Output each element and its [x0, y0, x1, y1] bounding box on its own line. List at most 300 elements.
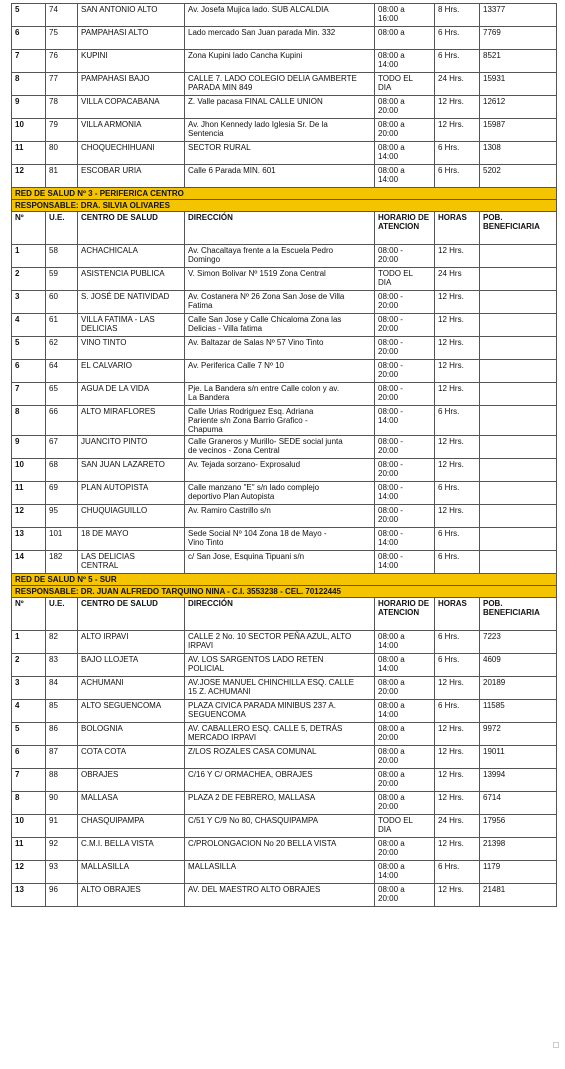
table-row [12, 505, 557, 528]
cell-population [480, 268, 557, 291]
cell-address: Calle San Jose y Calle Chicaloma Zona las Delicias - Villa fatima [185, 314, 375, 337]
cell-ue: 77 [46, 73, 78, 96]
cell-center-name: PAMPAHASI ALTO [78, 27, 185, 50]
table-row [12, 314, 557, 337]
cell-ue: 91 [46, 815, 78, 838]
cell-address: V. Simon Bolivar Nº 1519 Zona Central [185, 268, 375, 291]
cell-number: 10 [12, 815, 46, 838]
cell-center-name: OBRAJES [78, 769, 185, 792]
cell-center-name: BOLOGNIA [78, 723, 185, 746]
cell-address: Calle 6 Parada MIN. 601 [185, 165, 375, 188]
cell-population: 21481 [480, 884, 557, 907]
cell-schedule: 08:00 - 14:00 [375, 528, 435, 551]
cell-schedule: 08:00 - 20:00 [375, 505, 435, 528]
cell-center-name: COTA COTA [78, 746, 185, 769]
cell-center-name: ACHUMANI [78, 677, 185, 700]
cell-schedule: 08:00 a 20:00 [375, 792, 435, 815]
cell-schedule: 08:00 - 20:00 [375, 291, 435, 314]
cell-hours: 12 Hrs. [435, 505, 480, 528]
health-centers-table [11, 3, 557, 907]
cell-number: 7 [12, 50, 46, 73]
cell-address: SECTOR RURAL [185, 142, 375, 165]
cell-address: AV. LOS SARGENTOS LADO RETEN POLICIAL [185, 654, 375, 677]
cell-center-name: SAN ANTONIO ALTO [78, 4, 185, 27]
network-3-rows [12, 245, 557, 574]
cell-schedule: TODO EL DIA [375, 815, 435, 838]
cell-number: 14 [12, 551, 46, 574]
cell-schedule: 08:00 a 14:00 [375, 700, 435, 723]
table-row [12, 792, 557, 815]
cell-ue: 93 [46, 861, 78, 884]
cell-address: PLAZA CIVICA PARADA MINIBUS 237 A. SEGUENCOMA [185, 700, 375, 723]
col-header-schedule: HORARIO DE ATENCION [375, 598, 435, 631]
cell-population: 1179 [480, 861, 557, 884]
cell-number: 7 [12, 769, 46, 792]
cell-population [480, 528, 557, 551]
cell-number: 2 [12, 654, 46, 677]
cell-hours: 12 Hrs. [435, 119, 480, 142]
cell-ue: 81 [46, 165, 78, 188]
cell-ue: 86 [46, 723, 78, 746]
cell-schedule: TODO EL DIA [375, 73, 435, 96]
cell-center-name: LAS DELICIAS CENTRAL [78, 551, 185, 574]
cell-population: 21398 [480, 838, 557, 861]
cell-schedule: 08:00 - 20:00 [375, 383, 435, 406]
col-header-number: Nº [12, 212, 46, 245]
cell-ue: 75 [46, 27, 78, 50]
table-row [12, 165, 557, 188]
cell-number: 7 [12, 383, 46, 406]
cell-schedule: 08:00 a 14:00 [375, 165, 435, 188]
col-header-number: Nº [12, 598, 46, 631]
cell-schedule: 08:00 - 20:00 [375, 314, 435, 337]
cell-schedule: 08:00 a 20:00 [375, 119, 435, 142]
cell-hours: 12 Hrs. [435, 383, 480, 406]
cell-ue: 74 [46, 4, 78, 27]
table-row [12, 360, 557, 383]
cell-schedule: 08:00 a 20:00 [375, 677, 435, 700]
cell-center-name: ALTO SEGUENCOMA [78, 700, 185, 723]
cell-center-name: ASISTENCIA PUBLICA [78, 268, 185, 291]
cell-number: 8 [12, 406, 46, 436]
cell-hours: 12 Hrs. [435, 792, 480, 815]
cell-population: 11585 [480, 700, 557, 723]
cell-hours: 24 Hrs. [435, 73, 480, 96]
cell-population [480, 436, 557, 459]
cell-schedule: 08:00 - 20:00 [375, 436, 435, 459]
cell-center-name: VILLA COPACABANA [78, 96, 185, 119]
cell-number: 12 [12, 861, 46, 884]
cell-center-name: JUANCITO PINTO [78, 436, 185, 459]
cell-population [480, 482, 557, 505]
cell-schedule: 08:00 a 14:00 [375, 631, 435, 654]
cell-ue: 76 [46, 50, 78, 73]
cell-population: 13377 [480, 4, 557, 27]
cell-address: Z/LOS ROZALES CASA COMUNAL [185, 746, 375, 769]
cell-ue: 95 [46, 505, 78, 528]
cell-address: C/PROLONGACION No 20 BELLA VISTA [185, 838, 375, 861]
cell-number: 6 [12, 746, 46, 769]
cell-hours: 6 Hrs. [435, 50, 480, 73]
table-row [12, 245, 557, 268]
cell-center-name: CHUQUIAGUILLO [78, 505, 185, 528]
cell-address: Zona Kupini lado Cancha Kupini [185, 50, 375, 73]
cell-hours: 6 Hrs. [435, 654, 480, 677]
cell-schedule: 08:00 a 20:00 [375, 746, 435, 769]
cell-number: 1 [12, 631, 46, 654]
table-row [12, 861, 557, 884]
cell-center-name: VILLA FATIMA - LAS DELICIAS [78, 314, 185, 337]
cell-ue: 85 [46, 700, 78, 723]
column-header-row [12, 598, 557, 631]
cell-address: AV.JOSE MANUEL CHINCHILLA ESQ. CALLE 15 Z. ACHUMANI [185, 677, 375, 700]
cell-schedule: 08:00 a 14:00 [375, 50, 435, 73]
cell-number: 3 [12, 291, 46, 314]
cell-number: 11 [12, 838, 46, 861]
cell-number: 11 [12, 482, 46, 505]
cell-ue: 90 [46, 792, 78, 815]
cell-address: CALLE 2 No. 10 SECTOR PEÑA AZUL, ALTO IRPAVI [185, 631, 375, 654]
table-row [12, 815, 557, 838]
cell-hours: 12 Hrs. [435, 459, 480, 482]
table-row [12, 291, 557, 314]
table-row [12, 700, 557, 723]
cell-population [480, 406, 557, 436]
col-header-center: CENTRO DE SALUD [78, 212, 185, 245]
cell-address: Av. Ramiro Castrillo s/n [185, 505, 375, 528]
cell-address: Calle Graneros y Murillo- SEDE social junta de vecinos - Zona Central [185, 436, 375, 459]
cell-ue: 101 [46, 528, 78, 551]
cell-ue: 82 [46, 631, 78, 654]
table-row [12, 96, 557, 119]
cell-number: 5 [12, 4, 46, 27]
table-row [12, 654, 557, 677]
cell-number: 12 [12, 505, 46, 528]
cell-hours: 12 Hrs. [435, 314, 480, 337]
cell-schedule: 08:00 a 20:00 [375, 884, 435, 907]
section-responsible: RESPONSABLE: DR. JUAN ALFREDO TARQUINO NINA - C.I. 3553238 - CEL. 70122445 [12, 586, 557, 598]
cell-schedule: 08:00 - 14:00 [375, 482, 435, 505]
table-row [12, 459, 557, 482]
cell-schedule: TODO EL DIA [375, 268, 435, 291]
cell-number: 8 [12, 73, 46, 96]
cell-address: Av. Baltazar de Salas Nº 57 Vino Tinto [185, 337, 375, 360]
cell-hours: 24 Hrs. [435, 815, 480, 838]
cell-population: 19011 [480, 746, 557, 769]
cell-ue: 62 [46, 337, 78, 360]
cell-number: 4 [12, 314, 46, 337]
cell-ue: 65 [46, 383, 78, 406]
network-5-section [12, 574, 557, 631]
cell-center-name: C.M.I. BELLA VISTA [78, 838, 185, 861]
table-row [12, 884, 557, 907]
cell-hours: 6 Hrs. [435, 406, 480, 436]
cell-schedule: 08:00 a 14:00 [375, 142, 435, 165]
cell-center-name: SAN JUAN LAZARETO [78, 459, 185, 482]
cell-schedule: 08:00 - 20:00 [375, 245, 435, 268]
cell-population: 7223 [480, 631, 557, 654]
col-header-population: POB. BENEFICIARIA [480, 212, 557, 245]
cell-center-name: MALLASILLA [78, 861, 185, 884]
cell-schedule: 08:00 a 20:00 [375, 769, 435, 792]
table-row [12, 551, 557, 574]
cell-number: 5 [12, 723, 46, 746]
cell-ue: 67 [46, 436, 78, 459]
cell-population: 8521 [480, 50, 557, 73]
cell-hours: 6 Hrs. [435, 700, 480, 723]
cell-address: Z. Valle pacasa FINAL CALLE UNION [185, 96, 375, 119]
cell-population: 20189 [480, 677, 557, 700]
cell-address: MALLASILLA [185, 861, 375, 884]
cell-ue: 92 [46, 838, 78, 861]
table-row [12, 631, 557, 654]
network-4-rows [12, 4, 557, 188]
cell-center-name: 18 DE MAYO [78, 528, 185, 551]
network-5-rows [12, 631, 557, 907]
network-3-section [12, 188, 557, 245]
cell-schedule: 08:00 - 20:00 [375, 337, 435, 360]
col-header-schedule: HORARIO DE ATENCION [375, 212, 435, 245]
table-row [12, 677, 557, 700]
cell-center-name: ALTO IRPAVI [78, 631, 185, 654]
cell-hours: 12 Hrs. [435, 360, 480, 383]
cell-population [480, 551, 557, 574]
cell-ue: 182 [46, 551, 78, 574]
cell-hours: 6 Hrs. [435, 27, 480, 50]
col-header-hours: HORAS [435, 598, 480, 631]
cell-address: Av. Periferica Calle 7 Nº 10 [185, 360, 375, 383]
cell-hours: 12 Hrs. [435, 838, 480, 861]
cell-population: 15987 [480, 119, 557, 142]
cell-address: Pje. La Bandera s/n entre Calle colon y av. La Bandera [185, 383, 375, 406]
table-row [12, 383, 557, 406]
cell-hours: 6 Hrs. [435, 861, 480, 884]
cell-center-name: PLAN AUTOPISTA [78, 482, 185, 505]
cell-number: 10 [12, 459, 46, 482]
cell-ue: 87 [46, 746, 78, 769]
cell-address: C/51 Y C/9 No 80, CHASQUIPAMPA [185, 815, 375, 838]
cell-population [480, 383, 557, 406]
cell-ue: 80 [46, 142, 78, 165]
cell-population: 1308 [480, 142, 557, 165]
cell-number: 5 [12, 337, 46, 360]
cell-hours: 6 Hrs. [435, 551, 480, 574]
cell-ue: 59 [46, 268, 78, 291]
cell-center-name: BAJO LLOJETA [78, 654, 185, 677]
cell-ue: 61 [46, 314, 78, 337]
cell-center-name: AGUA DE LA VIDA [78, 383, 185, 406]
col-header-hours: HORAS [435, 212, 480, 245]
col-header-address: DIRECCIÓN [185, 212, 375, 245]
cell-address: Sede Social Nº 104 Zona 18 de Mayo - Vino Tinto [185, 528, 375, 551]
cell-schedule: 08:00 a 14:00 [375, 861, 435, 884]
table-row [12, 838, 557, 861]
cell-center-name: ALTO MIRAFLORES [78, 406, 185, 436]
cell-population: 12612 [480, 96, 557, 119]
table-row [12, 482, 557, 505]
cell-center-name: PAMPAHASI BAJO [78, 73, 185, 96]
cell-population: 5202 [480, 165, 557, 188]
table-row [12, 436, 557, 459]
table-row [12, 4, 557, 27]
cell-number: 13 [12, 528, 46, 551]
cell-ue: 96 [46, 884, 78, 907]
table-row [12, 73, 557, 96]
cell-schedule: 08:00 - 14:00 [375, 551, 435, 574]
cell-number: 6 [12, 27, 46, 50]
cell-hours: 8 Hrs. [435, 4, 480, 27]
cell-ue: 69 [46, 482, 78, 505]
cell-hours: 12 Hrs. [435, 723, 480, 746]
cell-number: 4 [12, 700, 46, 723]
table-row [12, 50, 557, 73]
col-header-address: DIRECCIÓN [185, 598, 375, 631]
cell-address: c/ San Jose, Esquina Tipuani s/n [185, 551, 375, 574]
cell-number: 9 [12, 436, 46, 459]
section-title: RED DE SALUD Nº 3 - PERIFERICA CENTRO [12, 188, 557, 200]
table-row [12, 27, 557, 50]
cell-population [480, 505, 557, 528]
cell-population: 7769 [480, 27, 557, 50]
cell-hours: 6 Hrs. [435, 482, 480, 505]
cell-number: 8 [12, 792, 46, 815]
cell-population: 4609 [480, 654, 557, 677]
cell-hours: 12 Hrs. [435, 96, 480, 119]
cell-address: Calle Urias Rodriguez Esq. Adriana Pariente s/n Zona Barrio Grafico - Chapuma [185, 406, 375, 436]
cell-hours: 12 Hrs. [435, 337, 480, 360]
cell-number: 1 [12, 245, 46, 268]
cell-population [480, 360, 557, 383]
cell-center-name: S. JOSÉ DE NATIVIDAD [78, 291, 185, 314]
cell-hours: 12 Hrs. [435, 677, 480, 700]
cell-center-name: VINO TINTO [78, 337, 185, 360]
table-row [12, 723, 557, 746]
col-header-ue: U.E. [46, 212, 78, 245]
cell-number: 3 [12, 677, 46, 700]
cell-hours: 6 Hrs. [435, 165, 480, 188]
responsible-band [12, 586, 557, 598]
cell-hours: 6 Hrs. [435, 528, 480, 551]
table-row [12, 528, 557, 551]
cell-hours: 6 Hrs. [435, 142, 480, 165]
cell-address: CALLE 7. LADO COLEGIO DELIA GAMBERTE PARADA MIN 849 [185, 73, 375, 96]
cell-population [480, 291, 557, 314]
cell-population [480, 245, 557, 268]
cell-number: 13 [12, 884, 46, 907]
table-row [12, 406, 557, 436]
cell-address: Lado mercado San Juan parada Min. 332 [185, 27, 375, 50]
cell-ue: 88 [46, 769, 78, 792]
cell-number: 9 [12, 96, 46, 119]
cell-hours: 12 Hrs. [435, 436, 480, 459]
cell-schedule: 08:00 a 14:00 [375, 654, 435, 677]
responsible-band [12, 200, 557, 212]
cell-population: 17956 [480, 815, 557, 838]
cell-hours: 12 Hrs. [435, 746, 480, 769]
table-row [12, 769, 557, 792]
cell-population [480, 337, 557, 360]
cell-address: C/16 Y C/ ORMACHEA, OBRAJES [185, 769, 375, 792]
cell-population: 9972 [480, 723, 557, 746]
cell-address: Av. Chacaltaya frente a la Escuela Pedro Domingo [185, 245, 375, 268]
cell-center-name: KUPINI [78, 50, 185, 73]
table-row [12, 268, 557, 291]
health-network-document [11, 3, 556, 907]
cell-ue: 78 [46, 96, 78, 119]
cell-address: AV. CABALLERO ESQ. CALLE 5, DETRÁS MERCADO IRPAVI [185, 723, 375, 746]
cell-schedule: 08:00 - 20:00 [375, 360, 435, 383]
section-title-band [12, 188, 557, 200]
table-row [12, 119, 557, 142]
section-title: RED DE SALUD Nº 5 - SUR [12, 574, 557, 586]
cell-schedule: 08:00 a 16:00 [375, 4, 435, 27]
cell-center-name: ACHACHICALA [78, 245, 185, 268]
table-row [12, 337, 557, 360]
cell-schedule: 08:00 a 20:00 [375, 838, 435, 861]
cell-ue: 60 [46, 291, 78, 314]
cell-schedule: 08:00 a 20:00 [375, 96, 435, 119]
table-row [12, 746, 557, 769]
cell-center-name: ALTO OBRAJES [78, 884, 185, 907]
cell-address: Av. Jhon Kennedy lado Iglesia Sr. De la Sentencia [185, 119, 375, 142]
cell-population: 13994 [480, 769, 557, 792]
cell-ue: 66 [46, 406, 78, 436]
cell-schedule: 08:00 a 20:00 [375, 723, 435, 746]
cell-ue: 64 [46, 360, 78, 383]
cell-population [480, 314, 557, 337]
cell-address: Av. Josefa Mujica lado. SUB ALCALDIA [185, 4, 375, 27]
section-responsible: RESPONSABLE: DRA. SILVIA OLIVARES [12, 200, 557, 212]
col-header-center: CENTRO DE SALUD [78, 598, 185, 631]
cell-hours: 12 Hrs. [435, 245, 480, 268]
col-header-ue: U.E. [46, 598, 78, 631]
cell-center-name: VILLA ARMONIA [78, 119, 185, 142]
table-row [12, 142, 557, 165]
cell-center-name: CHOQUECHIHUANI [78, 142, 185, 165]
cell-number: 2 [12, 268, 46, 291]
cell-address: Calle manzano "E" s/n lado complejo deportivo Plan Autopista [185, 482, 375, 505]
cell-hours: 12 Hrs. [435, 884, 480, 907]
cell-hours: 6 Hrs. [435, 631, 480, 654]
col-header-population: POB. BENEFICIARIA [480, 598, 557, 631]
cell-number: 10 [12, 119, 46, 142]
cell-address: Av. Tejada sorzano- Exprosalud [185, 459, 375, 482]
section-title-band [12, 574, 557, 586]
cell-address: AV. DEL MAESTRO ALTO OBRAJES [185, 884, 375, 907]
cell-center-name: CHASQUIPAMPA [78, 815, 185, 838]
cell-center-name: ESCOBAR URIA [78, 165, 185, 188]
cell-address: PLAZA 2 DE FEBRERO, MALLASA [185, 792, 375, 815]
cell-schedule: 08:00 - 14:00 [375, 406, 435, 436]
cell-hours: 12 Hrs. [435, 769, 480, 792]
column-header-row [12, 212, 557, 245]
cell-schedule: 08:00 a [375, 27, 435, 50]
cell-center-name: EL CALVARIO [78, 360, 185, 383]
cell-ue: 58 [46, 245, 78, 268]
cell-hours: 24 Hrs [435, 268, 480, 291]
cell-population [480, 459, 557, 482]
cell-hours: 12 Hrs. [435, 291, 480, 314]
cell-population: 6714 [480, 792, 557, 815]
cell-ue: 68 [46, 459, 78, 482]
cell-number: 11 [12, 142, 46, 165]
cell-number: 12 [12, 165, 46, 188]
cell-ue: 84 [46, 677, 78, 700]
page-corner-mark [553, 1042, 559, 1048]
cell-ue: 83 [46, 654, 78, 677]
cell-schedule: 08:00 - 20:00 [375, 459, 435, 482]
cell-center-name: MALLASA [78, 792, 185, 815]
